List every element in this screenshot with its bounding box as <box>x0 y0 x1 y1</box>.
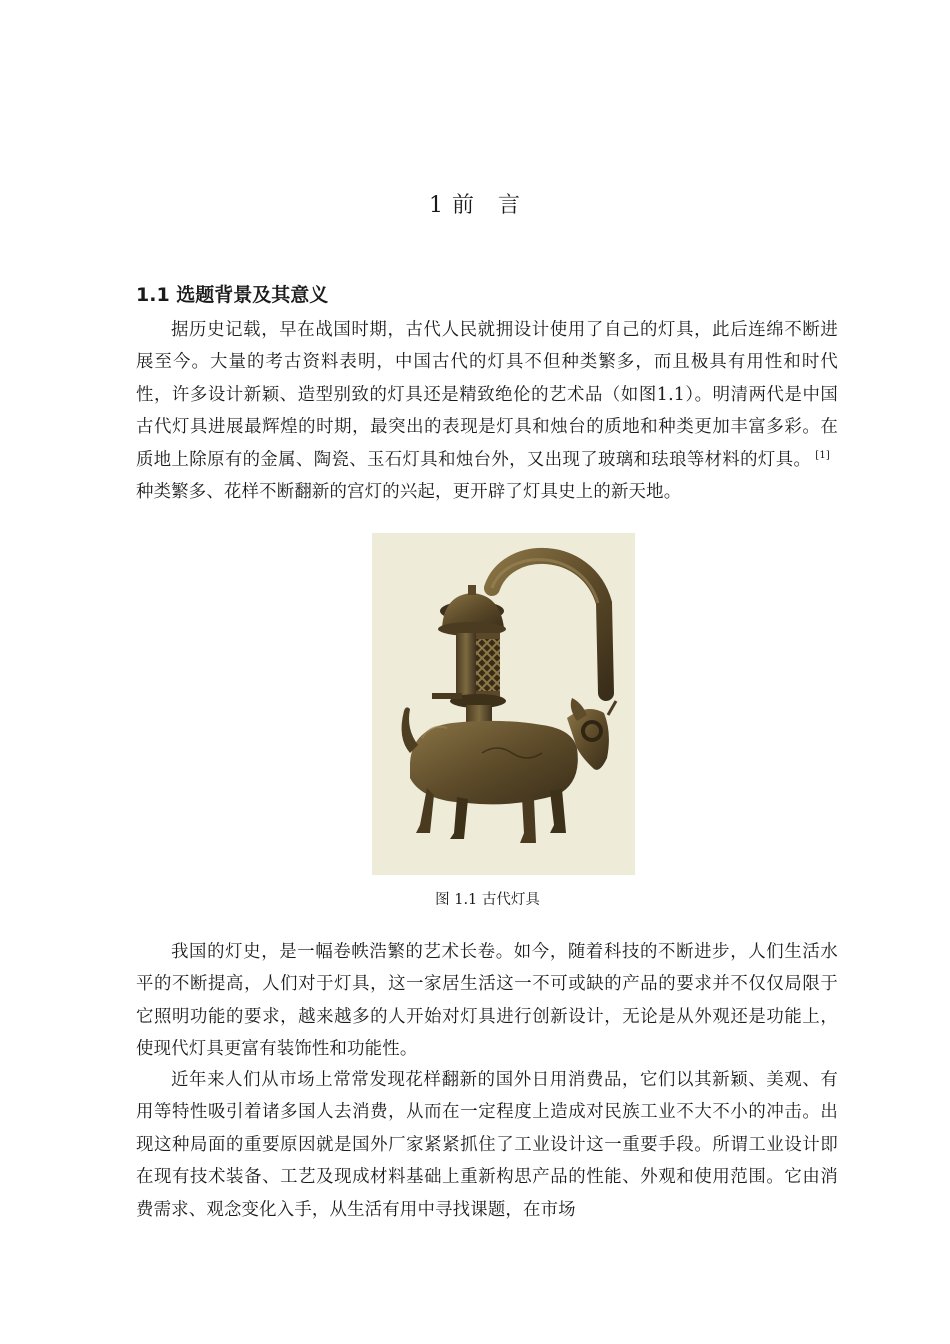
figure-caption: 图 1.1 古代灯具 <box>435 892 540 908</box>
paragraph-history-text-continued: 种类繁多、花样不断翻新的宫灯的兴起，更开辟了灯具史上的新天地。 <box>136 482 682 503</box>
bronze-ram-lamp-photo <box>372 533 635 875</box>
section-title: 1.1 选题背景及其意义 <box>136 284 329 306</box>
chapter-title: 1 前 言 <box>429 193 521 218</box>
paragraph-history-text: 据历史记载，早在战国时期，古代人民就拥设计使用了自己的灯具，此后连绵不断进展至今。大量的考古资料表明，中国古代的灯具不但种类繁多，而且极具有用性和时代性，许多设计新颖、造型别致的灯具还是精致绝伦的艺术品（如图1.1）。明清两代是中国古代灯具进展最辉煌的时期，最突出的表现是灯具和烛台的质地和种类更加丰富多彩。在质地上除原有的金属、陶瓷、玉石灯具和烛台外，又出现了玻璃和珐琅等材料的灯具。 <box>136 320 838 470</box>
paragraph-lamp-history: 我国的灯史，是一幅卷帙浩繁的艺术长卷。如今，随着科技的不断进步，人们生活水平的不断提高，人们对于灯具，这一家居生活这一不可或缺的产品的要求并不仅仅局限于它照明功能的要求，越来越多的人开始对灯具进行创新设计，无论是从外观还是功能上，使现代灯具更富有装饰性和功能性。 <box>136 942 838 1060</box>
paragraph-history <box>136 314 838 508</box>
citation-reference[interactable]: [1] <box>815 449 830 461</box>
paragraph-industrial-design: 近年来人们从市场上常常发现花样翻新的国外日用消费品，它们以其新颖、美观、有用等特性吸引着诸多国人去消费，从而在一定程度上造成对民族工业不大不小的冲击。出现这种局面的重要原因就是国外厂家紧紧抓住了工业设计这一重要手段。所谓工业设计即在现有技术装备、工艺及现成材料基础上重新构思产品的性能、外观和使用范围。它由消费需求、观念变化入手，从生活有用中寻找课题，在市场 <box>136 1070 838 1220</box>
figure-ancient-lamp <box>372 533 635 875</box>
